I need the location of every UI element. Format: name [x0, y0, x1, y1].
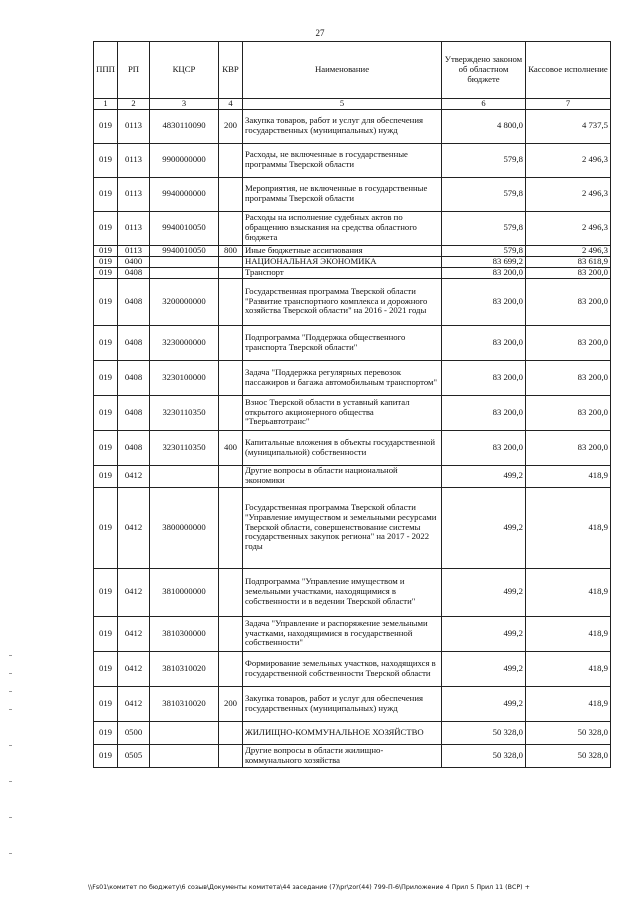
cell-kvr: 400: [219, 430, 243, 465]
cell-kvr: [219, 211, 243, 245]
cell-ppp: 019: [94, 487, 118, 568]
cell-ppp: 019: [94, 616, 118, 651]
cell-name: Иные бюджетные ассигнования: [243, 245, 442, 256]
cell-name: Другие вопросы в области национальной экономики: [243, 465, 442, 487]
cell-cash: 418,9: [526, 465, 611, 487]
cell-approved: 83 200,0: [442, 360, 526, 395]
cell-ppp: 019: [94, 651, 118, 686]
page-number: 27: [315, 28, 325, 38]
table-row: [94, 487, 611, 568]
table-row: [94, 245, 611, 256]
cell-rp: 0400: [118, 256, 150, 267]
cell-kvr: [219, 256, 243, 267]
cell-approved: 4 800,0: [442, 109, 526, 143]
cell-name: ЖИЛИЩНО-КОММУНАЛЬНОЕ ХОЗЯЙСТВО: [243, 721, 442, 744]
table-row: [94, 177, 611, 211]
cell-rp: 0412: [118, 651, 150, 686]
cell-name: Задача "Поддержка регулярных перевозок пассажиров и багажа автомобильным транспортом": [243, 360, 442, 395]
cell-approved: 83 200,0: [442, 278, 526, 325]
margin-marks: [9, 655, 12, 860]
cell-cash: 418,9: [526, 568, 611, 616]
cell-kcsr: 3200000000: [150, 278, 219, 325]
cell-cash: 83 200,0: [526, 430, 611, 465]
column-number: 2: [118, 99, 150, 110]
cell-cash: 418,9: [526, 651, 611, 686]
cell-rp: 0408: [118, 278, 150, 325]
cell-name: Государственная программа Тверской области "Управление имуществом и земельными ресурсами Тверской области, совершенствование системы государственных закупок региона" на 2017 - 2022 годы: [243, 487, 442, 568]
cell-kcsr: [150, 721, 219, 744]
cell-approved: 499,2: [442, 487, 526, 568]
cell-name: Подпрограмма "Управление имуществом и земельными участками, находящимися в собственности и в ведении Тверской области": [243, 568, 442, 616]
cell-ppp: 019: [94, 245, 118, 256]
cell-ppp: 019: [94, 744, 118, 767]
cell-approved: 83 699,2: [442, 256, 526, 267]
cell-kvr: [219, 395, 243, 430]
column-number: 4: [219, 99, 243, 110]
cell-approved: 579,8: [442, 177, 526, 211]
column-number: 6: [442, 99, 526, 110]
cell-rp: 0500: [118, 721, 150, 744]
header-name: Наименование: [243, 42, 442, 99]
cell-approved: 499,2: [442, 651, 526, 686]
cell-kvr: 800: [219, 245, 243, 256]
column-number: 3: [150, 99, 219, 110]
cell-kcsr: 9940010050: [150, 245, 219, 256]
cell-kvr: 200: [219, 109, 243, 143]
cell-kcsr: [150, 267, 219, 278]
cell-name: Мероприятия, не включенные в государственные программы Тверской области: [243, 177, 442, 211]
cell-name: НАЦИОНАЛЬНАЯ ЭКОНОМИКА: [243, 256, 442, 267]
cell-ppp: 019: [94, 568, 118, 616]
cell-approved: 83 200,0: [442, 395, 526, 430]
cell-approved: 83 200,0: [442, 325, 526, 360]
cell-kcsr: 3230100000: [150, 360, 219, 395]
cell-name: Закупка товаров, работ и услуг для обеспечения государственных (муниципальных) нужд: [243, 109, 442, 143]
cell-name: Капитальные вложения в объекты государственной (муниципальной) собственности: [243, 430, 442, 465]
column-number: 7: [526, 99, 611, 110]
table-row: [94, 325, 611, 360]
cell-ppp: 019: [94, 465, 118, 487]
header-approved: Утверждено законом об областном бюджете: [442, 42, 526, 99]
cell-rp: 0113: [118, 143, 150, 177]
table-row: [94, 278, 611, 325]
cell-kcsr: 3230110350: [150, 430, 219, 465]
cell-ppp: 019: [94, 686, 118, 721]
cell-approved: 579,8: [442, 211, 526, 245]
cell-kcsr: 9940010050: [150, 211, 219, 245]
cell-name: Государственная программа Тверской области "Развитие транспортного комплекса и дорожного хозяйства Тверской области" на 2016 - 2021 годы: [243, 278, 442, 325]
cell-approved: 499,2: [442, 686, 526, 721]
cell-ppp: 019: [94, 278, 118, 325]
cell-cash: 83 200,0: [526, 325, 611, 360]
cell-rp: 0408: [118, 325, 150, 360]
header-ppp: ППП: [94, 42, 118, 99]
column-number-row: [94, 99, 611, 110]
cell-kcsr: [150, 465, 219, 487]
cell-kcsr: 3800000000: [150, 487, 219, 568]
cell-cash: 83 200,0: [526, 267, 611, 278]
cell-cash: 2 496,3: [526, 245, 611, 256]
cell-approved: 83 200,0: [442, 267, 526, 278]
cell-name: Формирование земельных участков, находящихся в государственной собственности Тверской области: [243, 651, 442, 686]
table-row: [94, 568, 611, 616]
cell-kcsr: 4830110090: [150, 109, 219, 143]
budget-table: [93, 41, 611, 768]
cell-rp: 0412: [118, 487, 150, 568]
cell-name: Взнос Тверской области в уставный капитал открытого акционерного общества "Тверьавтотранс": [243, 395, 442, 430]
cell-rp: 0408: [118, 360, 150, 395]
cell-kvr: [219, 143, 243, 177]
cell-ppp: 019: [94, 430, 118, 465]
cell-name: Расходы на исполнение судебных актов по обращению взыскания на средства областного бюджета: [243, 211, 442, 245]
header-kcsr: КЦСР: [150, 42, 219, 99]
cell-kvr: [219, 568, 243, 616]
table-header-row: [94, 42, 611, 99]
cell-kcsr: 3810310020: [150, 686, 219, 721]
cell-rp: 0113: [118, 109, 150, 143]
cell-cash: 50 328,0: [526, 744, 611, 767]
cell-cash: 83 200,0: [526, 278, 611, 325]
cell-ppp: 019: [94, 109, 118, 143]
cell-cash: 83 200,0: [526, 395, 611, 430]
cell-rp: 0412: [118, 465, 150, 487]
cell-ppp: 019: [94, 325, 118, 360]
cell-name: Задача "Управление и распоряжение земельными участками, находящимися в государственной собственности": [243, 616, 442, 651]
column-number: 1: [94, 99, 118, 110]
cell-cash: 50 328,0: [526, 721, 611, 744]
cell-kcsr: 3230110350: [150, 395, 219, 430]
cell-kvr: [219, 487, 243, 568]
cell-kvr: [219, 651, 243, 686]
cell-kvr: 200: [219, 686, 243, 721]
cell-ppp: 019: [94, 395, 118, 430]
cell-kcsr: 9900000000: [150, 143, 219, 177]
table-row: [94, 256, 611, 267]
table-row: [94, 686, 611, 721]
cell-kcsr: 3810300000: [150, 616, 219, 651]
table-row: [94, 211, 611, 245]
cell-kvr: [219, 721, 243, 744]
cell-kcsr: 3230000000: [150, 325, 219, 360]
cell-ppp: 019: [94, 177, 118, 211]
cell-ppp: 019: [94, 256, 118, 267]
cell-cash: 2 496,3: [526, 177, 611, 211]
cell-ppp: 019: [94, 267, 118, 278]
cell-ppp: 019: [94, 211, 118, 245]
cell-rp: 0412: [118, 568, 150, 616]
cell-approved: 579,8: [442, 143, 526, 177]
table-row: [94, 109, 611, 143]
cell-kvr: [219, 465, 243, 487]
cell-rp: 0412: [118, 616, 150, 651]
table-row: [94, 465, 611, 487]
cell-cash: 83 618,9: [526, 256, 611, 267]
cell-ppp: 019: [94, 721, 118, 744]
header-kvr: КВР: [219, 42, 243, 99]
cell-kvr: [219, 267, 243, 278]
cell-rp: 0408: [118, 430, 150, 465]
cell-cash: 83 200,0: [526, 360, 611, 395]
cell-cash: 4 737,5: [526, 109, 611, 143]
cell-name: Расходы, не включенные в государственные программы Тверской области: [243, 143, 442, 177]
cell-name: Подпрограмма "Поддержка общественного транспорта Тверской области": [243, 325, 442, 360]
table-row: [94, 267, 611, 278]
cell-kvr: [219, 278, 243, 325]
cell-name: Транспорт: [243, 267, 442, 278]
cell-cash: 2 496,3: [526, 143, 611, 177]
cell-approved: 499,2: [442, 568, 526, 616]
cell-cash: 418,9: [526, 616, 611, 651]
cell-kvr: [219, 360, 243, 395]
cell-kcsr: 3810310020: [150, 651, 219, 686]
cell-rp: 0113: [118, 177, 150, 211]
cell-ppp: 019: [94, 360, 118, 395]
cell-name: Закупка товаров, работ и услуг для обеспечения государственных (муниципальных) нужд: [243, 686, 442, 721]
cell-cash: 418,9: [526, 487, 611, 568]
table-row: [94, 430, 611, 465]
cell-name: Другие вопросы в области жилищно-коммунального хозяйства: [243, 744, 442, 767]
cell-kcsr: 9940000000: [150, 177, 219, 211]
cell-rp: 0113: [118, 245, 150, 256]
table-row: [94, 360, 611, 395]
cell-kvr: [219, 177, 243, 211]
cell-cash: 2 496,3: [526, 211, 611, 245]
cell-kvr: [219, 325, 243, 360]
cell-ppp: 019: [94, 143, 118, 177]
header-cash: Кассовое исполнение: [526, 42, 611, 99]
footer-file-path: \\Fs01\комитет по бюджету\6 созыв\Документы комитета\44 заседание (7)\pr\zor(44) 799-П-6\Приложение 4 Прил 5 Прил 11 (ВСР) +: [88, 884, 530, 891]
cell-rp: 0505: [118, 744, 150, 767]
cell-rp: 0412: [118, 686, 150, 721]
cell-cash: 418,9: [526, 686, 611, 721]
table-row: [94, 721, 611, 744]
cell-rp: 0408: [118, 395, 150, 430]
table-row: [94, 143, 611, 177]
cell-kcsr: 3810000000: [150, 568, 219, 616]
header-rp: РП: [118, 42, 150, 99]
table-row: [94, 395, 611, 430]
column-number: 5: [243, 99, 442, 110]
cell-approved: 50 328,0: [442, 721, 526, 744]
cell-approved: 83 200,0: [442, 430, 526, 465]
cell-rp: 0408: [118, 267, 150, 278]
cell-approved: 499,2: [442, 616, 526, 651]
cell-rp: 0113: [118, 211, 150, 245]
cell-approved: 579,8: [442, 245, 526, 256]
table-row: [94, 616, 611, 651]
cell-kvr: [219, 744, 243, 767]
cell-approved: 50 328,0: [442, 744, 526, 767]
cell-kcsr: [150, 256, 219, 267]
cell-kcsr: [150, 744, 219, 767]
cell-kvr: [219, 616, 243, 651]
table-row: [94, 744, 611, 767]
table-row: [94, 651, 611, 686]
cell-approved: 499,2: [442, 465, 526, 487]
table-body: [94, 109, 611, 767]
